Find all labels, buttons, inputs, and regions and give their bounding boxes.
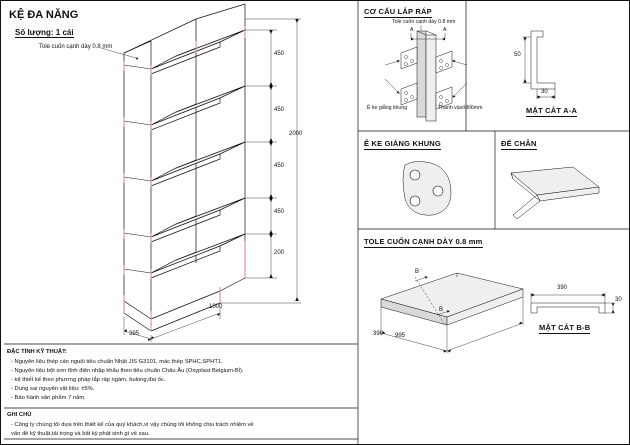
gap-dim-5: 200 bbox=[274, 250, 285, 256]
notes-item-2: vấn đề kỹ thuật,tải trọng và bất kỳ phát sinh gì về sau. bbox=[11, 431, 150, 437]
notes-heading: GHI CHÚ bbox=[7, 412, 32, 418]
assembly-note-right: Thanh vàsốđố6mm bbox=[438, 105, 483, 111]
width-dim: 1000 bbox=[209, 304, 223, 310]
gap-dim-1: 450 bbox=[274, 51, 285, 57]
spec-item-2: - Nguyên liệu bột sơn tĩnh điện nhập khẩu theo tiêu chuẩn Châu Âu (Oxyplast Belgium-Bỉ). bbox=[11, 368, 244, 374]
mark-a-left: A bbox=[410, 27, 414, 33]
total-height-dim: 2000 bbox=[289, 131, 303, 137]
section-bb-dim-height: 30 bbox=[615, 297, 622, 303]
tole-mark-b2: B bbox=[439, 307, 444, 313]
notes-item-1: - Công ty chúng tôi dựa trên thiết kế của quý khách,vì vậy chúng tôi không chịu trách nhiệm về bbox=[11, 422, 254, 428]
section-bb-title: MẶT CẮT B-B bbox=[539, 323, 591, 332]
bracket-panel-title: Ê KE GIẰNG KHUNG bbox=[364, 139, 441, 148]
page-title: KỆ ĐA NĂNG bbox=[9, 9, 79, 21]
gap-dim-4: 450 bbox=[274, 209, 285, 215]
spec-heading: ĐẶC TÍNH KỸ THUẬT: bbox=[7, 349, 67, 355]
quantity-label: Số lượng: 1 cái bbox=[15, 28, 74, 37]
tole-dim-length: 995 bbox=[395, 333, 406, 339]
assembly-panel-title: CƠ CẤU LẮP RÁP bbox=[364, 7, 432, 16]
spec-item-5: - Bảo hành sản phẩm 7 năm. bbox=[11, 395, 86, 401]
tole-panel-title: TOLE CUỐN CẠNH DÀY 0.8 mm bbox=[364, 237, 483, 246]
foot-panel-title: ĐẾ CHÂN bbox=[501, 139, 537, 148]
spec-item-1: - Nguyên liệu thép cán nguội tiêu chuẩn Nhật JIS G3101, mác thép SPHC,SPHT1. bbox=[11, 359, 223, 365]
section-aa-title: MẶT CẮT A-A bbox=[526, 106, 578, 115]
section-aa-dim-v: 50 bbox=[514, 52, 521, 58]
main-note-label: Tole cuốn cạnh dày 0.8 mm bbox=[39, 44, 113, 50]
section-aa-dim-h: 30 bbox=[541, 89, 548, 95]
spec-item-4: - Dung sai nguyên vật liệu: ±5%. bbox=[11, 386, 95, 392]
assembly-note-top: Tole cuốn cạnh dày 0.8 mm bbox=[392, 19, 456, 25]
section-bb-drawing bbox=[1, 1, 630, 445]
assembly-note-left: Ê ke giằng khung bbox=[367, 105, 408, 111]
gap-dim-3: 450 bbox=[274, 163, 285, 169]
mark-a-right: A bbox=[443, 27, 447, 33]
section-bb-dim-length: 390 bbox=[557, 285, 568, 291]
spec-item-3: - kệ thiết kế theo phương pháp lắp ráp ngàm, bulong,đai ốc. bbox=[11, 377, 166, 383]
tole-mark-b1: B bbox=[415, 269, 420, 275]
gap-dim-2: 450 bbox=[274, 107, 285, 113]
depth-dim: 395 bbox=[129, 331, 140, 337]
tole-dim-depth: 390 bbox=[373, 331, 384, 337]
